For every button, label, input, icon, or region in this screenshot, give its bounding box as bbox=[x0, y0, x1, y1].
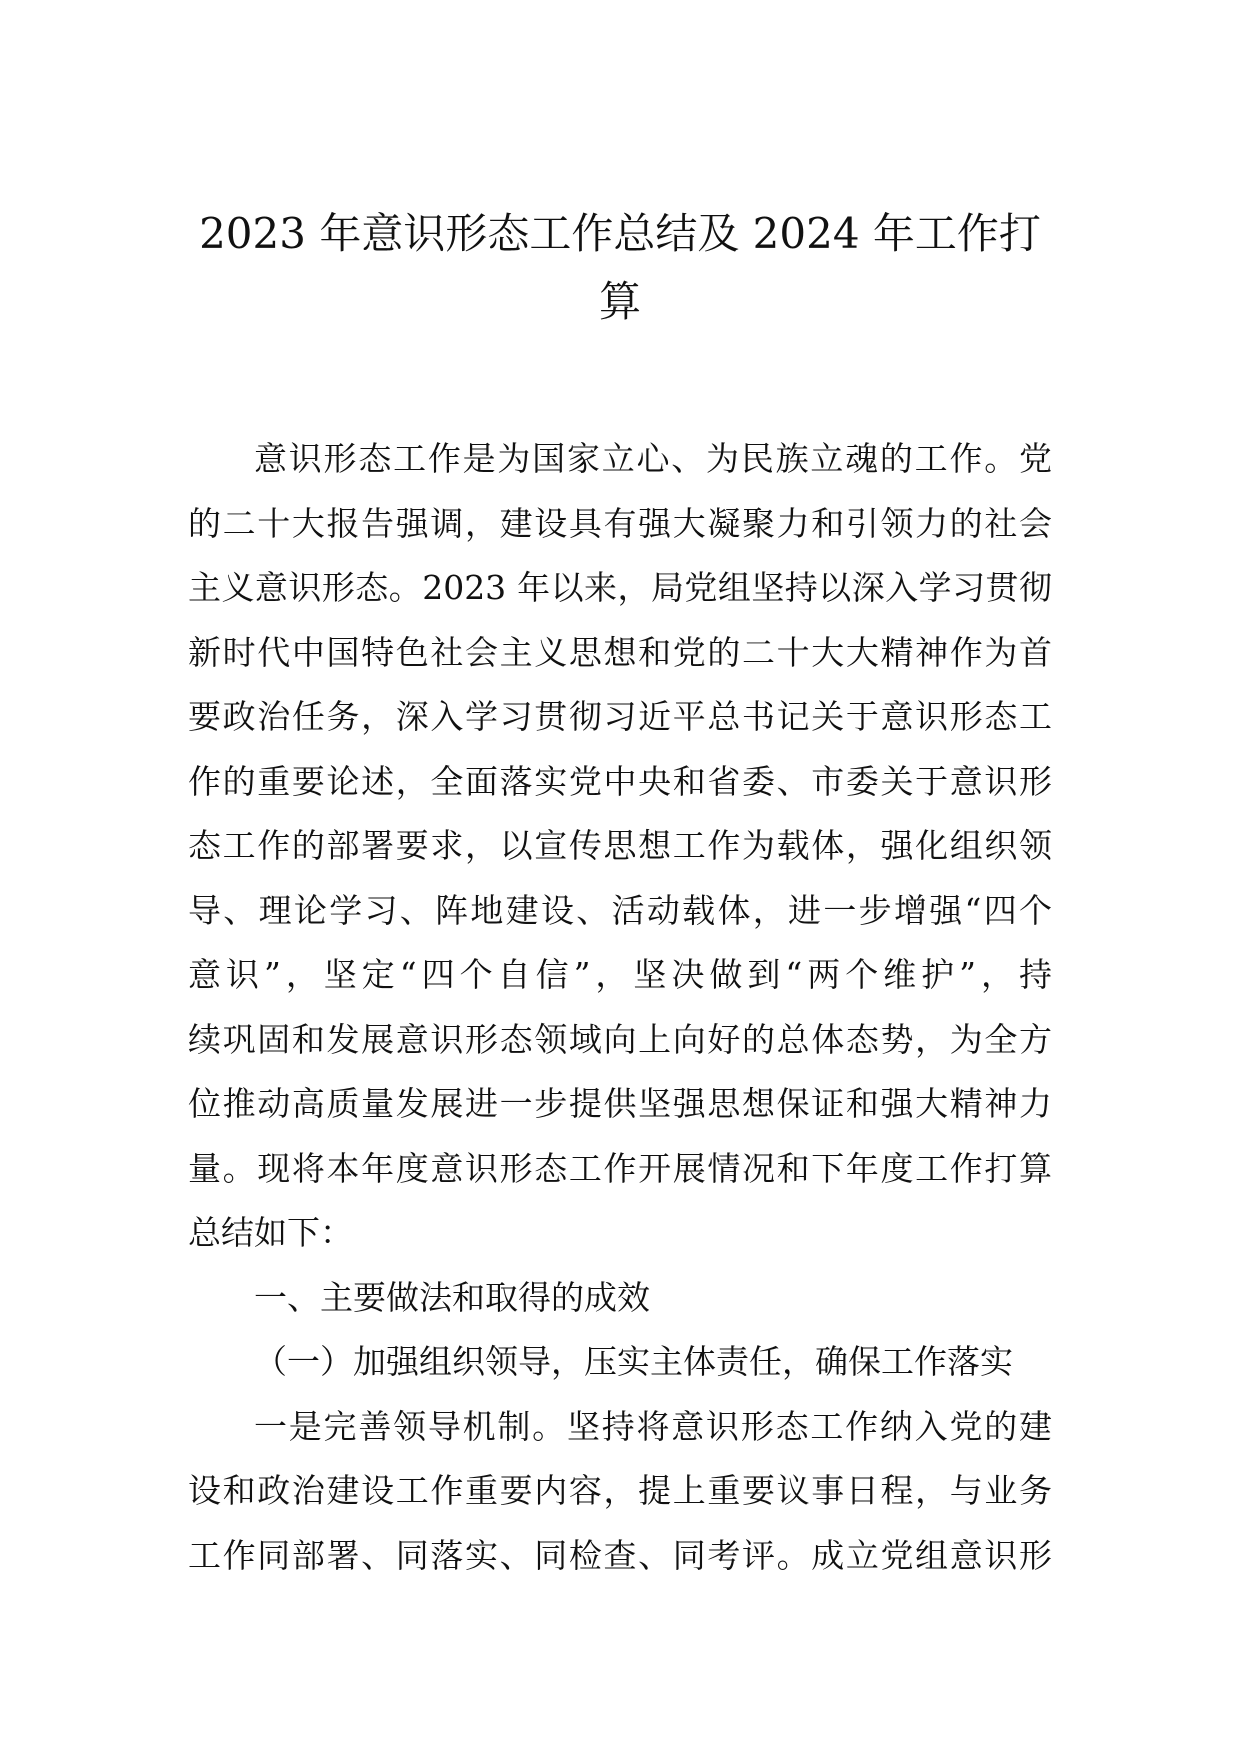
section-heading: 一、主要做法和取得的成效 bbox=[254, 1277, 650, 1317]
document-title bbox=[180, 200, 1060, 336]
paragraph-line: 意识”，坚定“四个自信”，坚决做到“两个维护”，持 bbox=[188, 955, 1052, 994]
paragraph-line: 新时代中国特色社会主义思想和党的二十大大精神作为首 bbox=[188, 632, 1052, 672]
paragraph-line: 作的重要论述，全面落实党中央和省委、市委关于意识形 bbox=[188, 761, 1052, 801]
paragraph-line: 量。现将本年度意识形态工作开展情况和下年度工作打算 bbox=[188, 1148, 1052, 1188]
paragraph-line: 的二十大报告强调，建设具有强大凝聚力和引领力的社会 bbox=[188, 503, 1052, 543]
section-subheading: （一）加强组织领导，压实主体责任，确保工作落实 bbox=[254, 1342, 1013, 1381]
paragraph-line: 导、理论学习、阵地建设、活动载体，进一步增强“四个 bbox=[188, 890, 1052, 930]
paragraph-line: 态工作的部署要求，以宣传思想工作为载体，强化组织领 bbox=[188, 826, 1052, 865]
title-line: 算 bbox=[598, 277, 641, 326]
paragraph-line: 工作同部署、同落实、同检查、同考评。成立党组意识形 bbox=[188, 1535, 1052, 1575]
document-body bbox=[188, 427, 1052, 1588]
title-line: 2023 年意识形态工作总结及 2024 年工作打 bbox=[199, 209, 1041, 258]
paragraph-line: 一是完善领导机制。坚持将意识形态工作纳入党的建 bbox=[254, 1406, 1052, 1446]
paragraph-line: 主义意识形态。2023 年以来，局党组坚持以深入学习贯彻 bbox=[188, 568, 1052, 607]
paragraph-line: 要政治任务，深入学习贯彻习近平总书记关于意识形态工 bbox=[188, 697, 1052, 736]
paragraph-line: 总结如下： bbox=[188, 1213, 353, 1252]
paragraph-line: 设和政治建设工作重要内容，提上重要议事日程，与业务 bbox=[188, 1471, 1052, 1510]
paragraph-line: 续巩固和发展意识形态领域向上向好的总体态势，为全方 bbox=[188, 1019, 1052, 1059]
paragraph-line: 意识形态工作是为国家立心、为民族立魂的工作。党 bbox=[254, 439, 1052, 478]
paragraph-line: 位推动高质量发展进一步提供坚强思想保证和强大精神力 bbox=[188, 1084, 1052, 1123]
